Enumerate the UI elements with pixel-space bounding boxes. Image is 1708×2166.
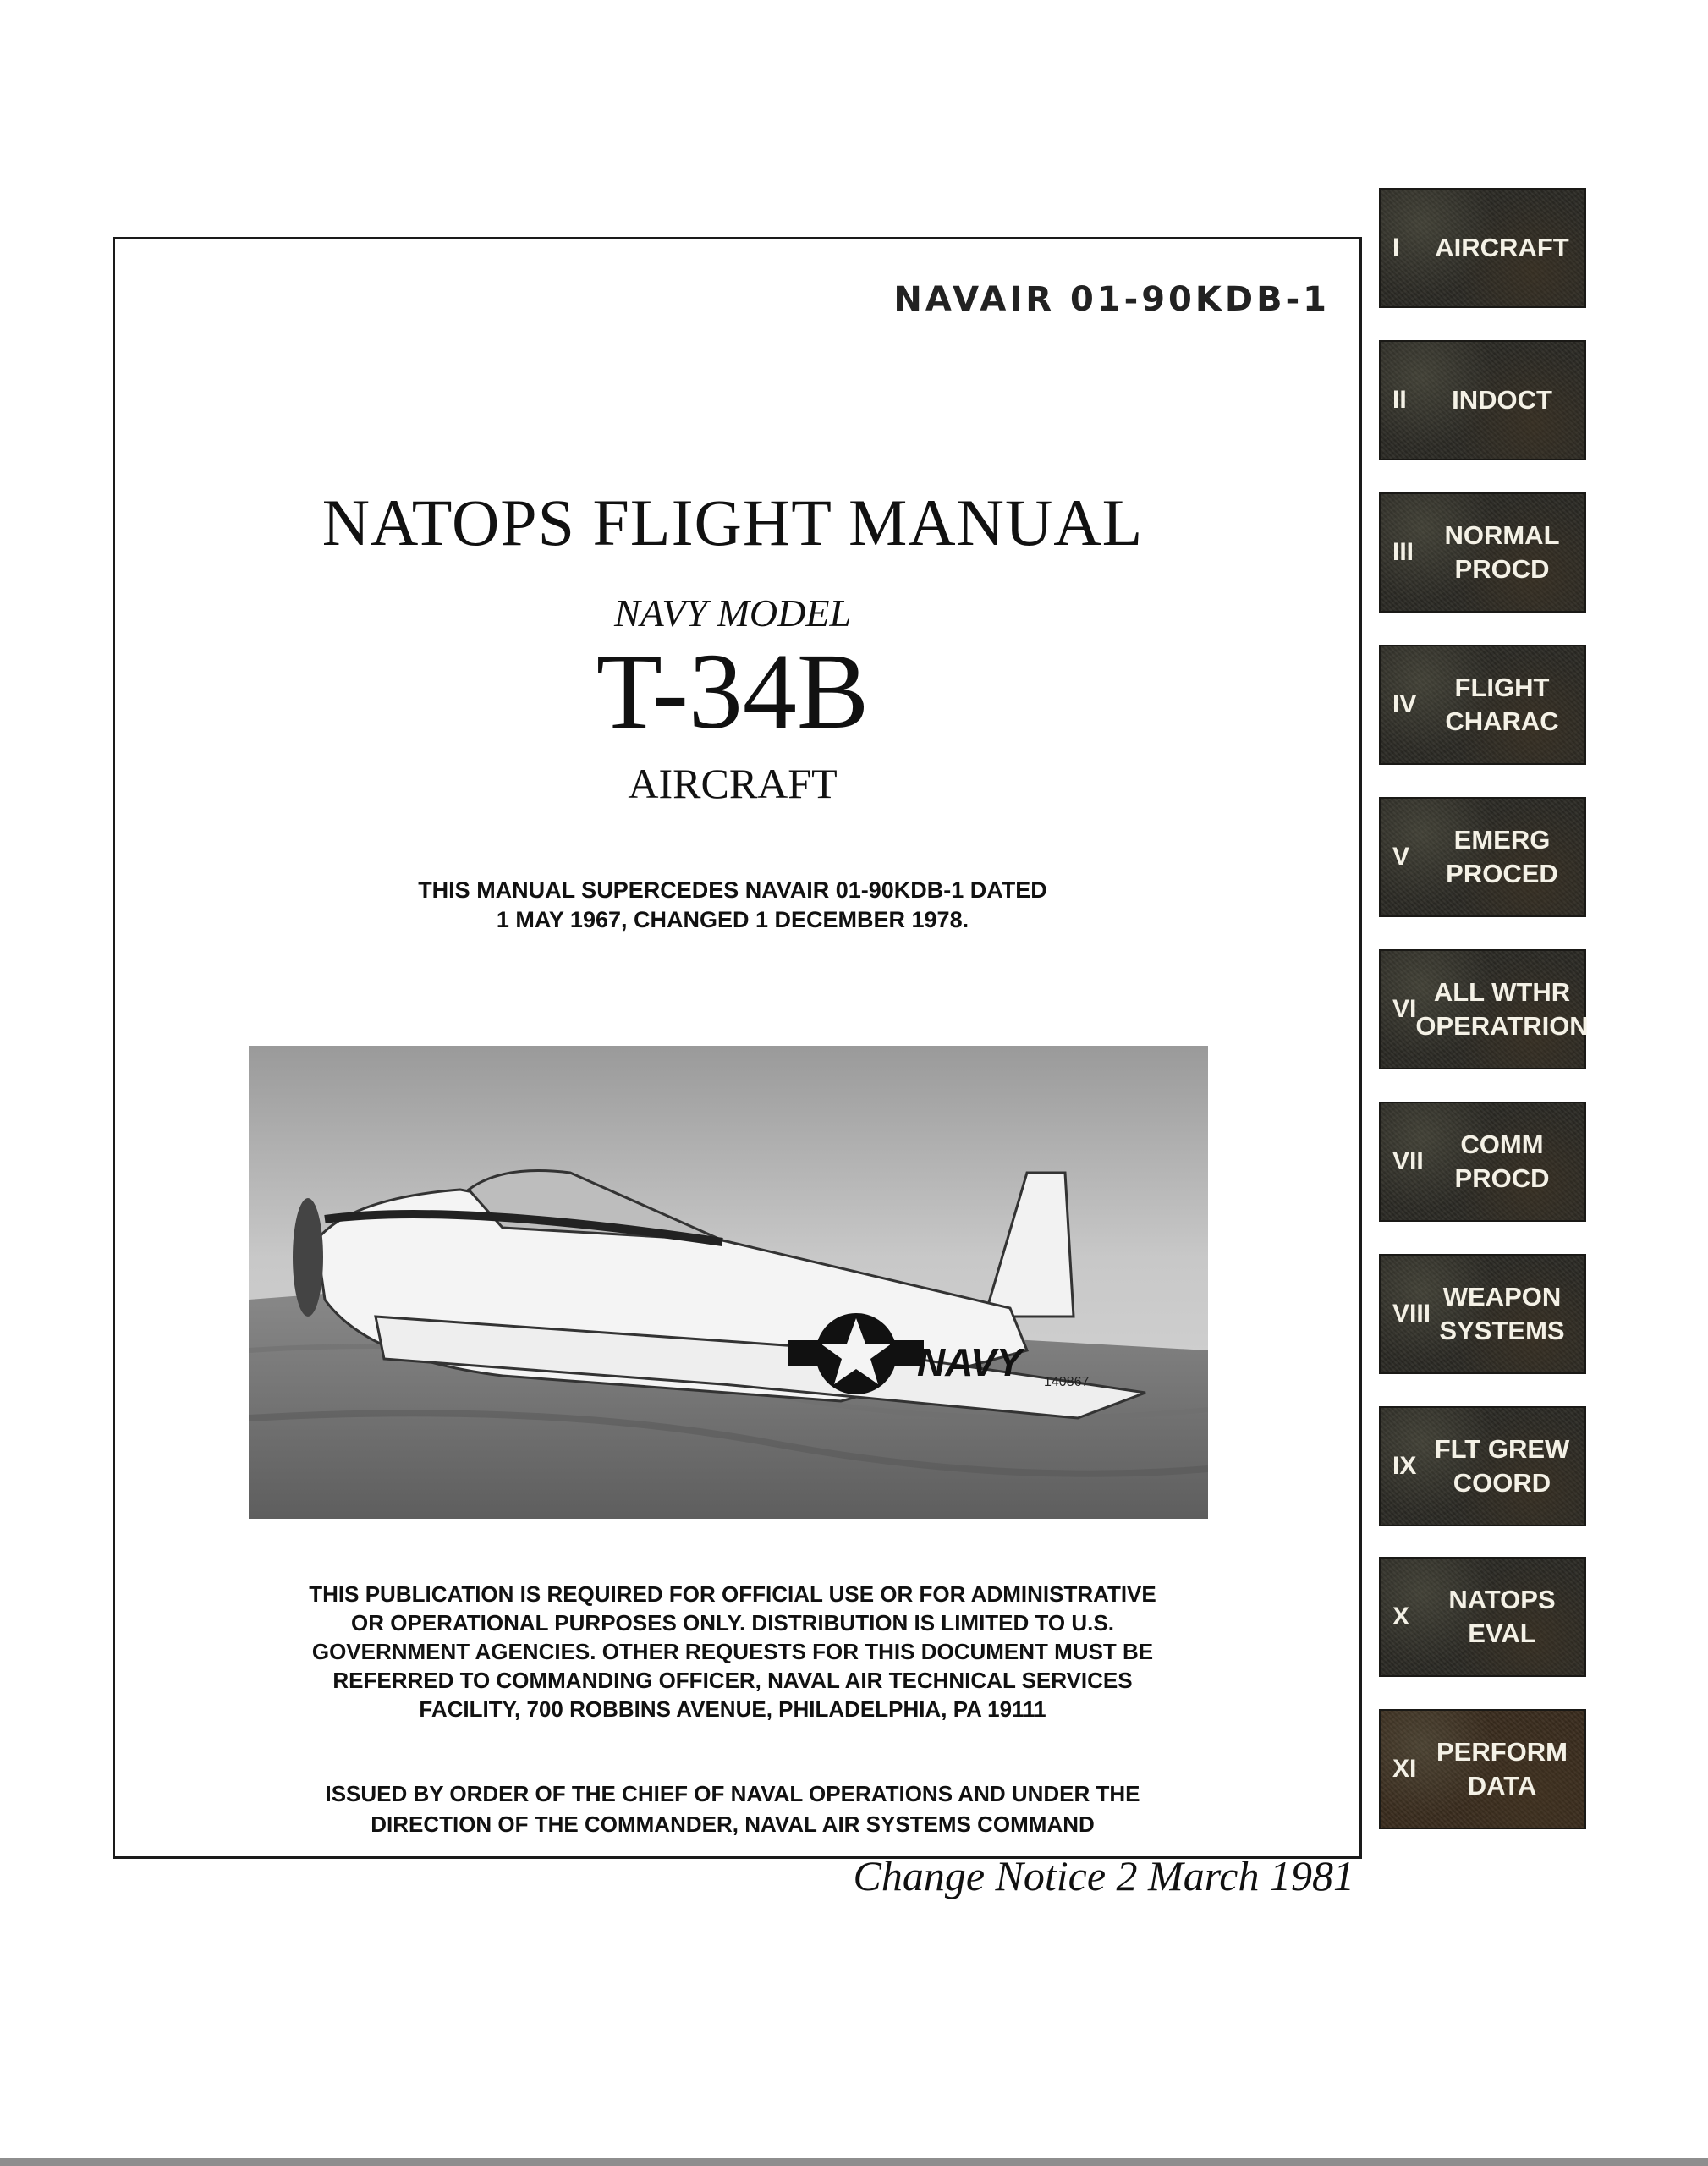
aircraft-label: AIRCRAFT xyxy=(628,760,838,807)
issued-line: DIRECTION OF THE COMMANDER, NAVAL AIR SYSTEMS COMMAND xyxy=(371,1811,1095,1837)
issued-line: ISSUED BY ORDER OF THE CHIEF OF NAVAL OPERATIONS AND UNDER THE xyxy=(325,1781,1140,1806)
tab-number: XI xyxy=(1392,1755,1417,1783)
tab-normal-procd[interactable] xyxy=(1379,492,1586,613)
tab-label: FLT GREW COORD xyxy=(1434,1434,1570,1498)
distribution-line: REFERRED TO COMMANDING OFFICER, NAVAL AIR TECHNICAL SERVICES xyxy=(332,1668,1133,1693)
tab-number: V xyxy=(1392,843,1410,871)
page-bottom-divider xyxy=(0,2158,1708,2166)
tab-number: I xyxy=(1392,234,1400,261)
tab-number: VI xyxy=(1392,995,1417,1023)
fuselage-navy-text: NAVY xyxy=(917,1340,1023,1384)
aircraft-model: T-34B xyxy=(596,631,870,751)
manual-title: NATOPS FLIGHT MANUAL xyxy=(321,486,1144,559)
issued-statement xyxy=(115,1778,1350,1839)
aircraft-serial: 140867 xyxy=(1044,1375,1090,1389)
navy-model-label: NAVY MODEL xyxy=(613,591,852,635)
tab-label: AIRCRAFT xyxy=(1435,233,1569,262)
manual-cover xyxy=(113,237,1362,1859)
tab-label: EMERG PROCED xyxy=(1446,825,1558,888)
tab-number: VII xyxy=(1392,1147,1424,1175)
distribution-statement xyxy=(115,1580,1350,1723)
tab-aircraft[interactable] xyxy=(1379,188,1586,308)
tab-flt-crew-coord[interactable] xyxy=(1379,1406,1586,1526)
tab-natops-eval[interactable] xyxy=(1379,1557,1586,1677)
document-number: NAVAIR 01-90KDB-1 xyxy=(893,280,1330,319)
tab-emerg-proced[interactable] xyxy=(1379,797,1586,917)
tab-label: NATOPS EVAL xyxy=(1448,1585,1556,1648)
tab-comm-procd[interactable] xyxy=(1379,1102,1586,1222)
tab-label: FLIGHT CHARAC xyxy=(1445,673,1559,736)
tab-number: IV xyxy=(1392,690,1417,718)
supersedes-notice xyxy=(115,876,1350,935)
tab-all-weather[interactable] xyxy=(1379,949,1589,1069)
tab-number: VIII xyxy=(1392,1300,1431,1328)
tab-label: PERFORM DATA xyxy=(1436,1737,1568,1800)
distribution-line: GOVERNMENT AGENCIES. OTHER REQUESTS FOR THIS DOCUMENT MUST BE xyxy=(311,1639,1154,1664)
distribution-line: THIS PUBLICATION IS REQUIRED FOR OFFICIAL USE OR FOR ADMINISTRATIVE xyxy=(309,1581,1156,1607)
tab-perform-data[interactable] xyxy=(1379,1709,1586,1829)
tab-indoct[interactable] xyxy=(1379,340,1586,460)
tab-label: COMM PROCD xyxy=(1454,1130,1550,1193)
tab-number: IX xyxy=(1392,1452,1417,1480)
tab-flight-charac[interactable] xyxy=(1379,645,1586,765)
tab-label: INDOCT xyxy=(1452,385,1552,415)
distribution-line: FACILITY, 700 ROBBINS AVENUE, PHILADELPHIA, PA 19111 xyxy=(419,1696,1046,1722)
aircraft-photo xyxy=(249,1046,1208,1519)
supersedes-line: THIS MANUAL SUPERCEDES NAVAIR 01-90KDB-1 DATED xyxy=(418,877,1047,903)
tab-number: III xyxy=(1392,538,1414,566)
aircraft-photo-drawing xyxy=(249,1046,1208,1519)
supersedes-line: 1 MAY 1967, CHANGED 1 DECEMBER 1978. xyxy=(496,907,969,932)
tab-label: ALL WTHR OPERATRION xyxy=(1415,977,1589,1041)
tab-label: WEAPON SYSTEMS xyxy=(1439,1282,1565,1345)
tab-number: X xyxy=(1392,1603,1410,1630)
tab-number: II xyxy=(1392,386,1407,414)
change-notice: Change Notice 2 March 1981 xyxy=(853,1852,1354,1899)
tab-label: NORMAL PROCD xyxy=(1444,520,1560,584)
distribution-line: OR OPERATIONAL PURPOSES ONLY. DISTRIBUTION IS LIMITED TO U.S. xyxy=(351,1610,1114,1635)
tab-weapon-systems[interactable] xyxy=(1379,1254,1586,1374)
